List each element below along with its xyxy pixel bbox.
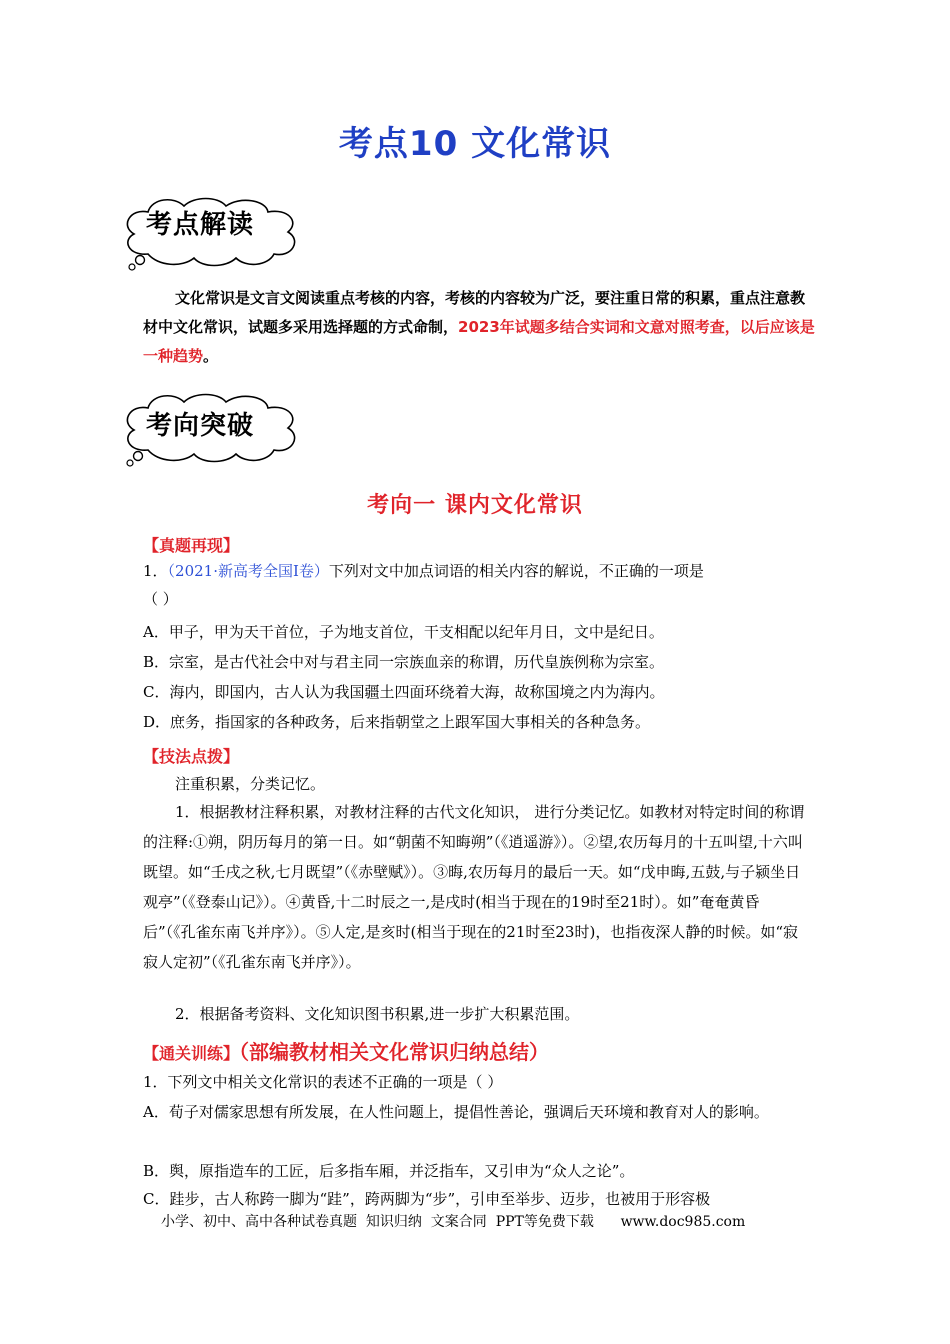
jifa-paragraph-1: 1．根据教材注释积累，对教材注释的古代文化知识， 进行分类记忆。如教材对特定时间的称谓的注释:①朔，阴历每月的第一日。如“朝菌不知晦朔”（《逍遥游》）。②望,农历每月的十五叫望,十六叫既望。如“壬戌之秋,七月既望”（《赤壁赋》）。③晦,农历每月的最后一天。如“戊申晦,五鼓,与子颍坐日观亭”（《登泰山记》）。④黄昏,十二时辰之一,是戌时(相当于现在的19时至21时）。如”奄奄黄昏后”（《孔雀东南飞并序》）。⑤人定,是亥时(相当于现在的21时至23时)，也指夜深人静的时候。如“寂寂人定初”（《孔雀东南飞并序》）。	[143, 803, 805, 971]
section-title: 考向一 课内文化常识	[367, 493, 583, 518]
option-d: D．庶务，指国家的各种政务，后来指朝堂之上跟军国大事相关的各种急务。	[143, 713, 651, 731]
question-paren: （ ）	[143, 590, 178, 608]
question-source: （2021·新高考全国I卷）	[167, 562, 329, 580]
tongguan-option-b: B．舆，原指造车的工匠，后多指车厢，并泛指车，又引申为“众人之论”。	[143, 1162, 635, 1180]
intro-highlight: 2023年试题多结合实词和文意对照考查，以后应该是一种趋势	[143, 318, 815, 365]
question-1	[143, 560, 815, 582]
page-title: 考点10 文化常识	[338, 124, 612, 164]
tongguan-subheader: （部编教材相关文化常识归纳总结）	[239, 1040, 550, 1064]
kaoxiang-tupo-label: 考向突破	[146, 411, 255, 441]
option-c: C．海内，即国内，古人认为我国疆土四面环绕着大海，故称国境之内为海内。	[143, 683, 665, 701]
jifa-header: 【技法点拨】	[143, 747, 240, 766]
tongguan-header-row	[143, 1036, 549, 1065]
jifa-paragraph-2: 2．根据备考资料、文化知识图书积累,进一步扩大积累范围。	[175, 1005, 580, 1023]
jifa-intro: 注重积累，分类记忆。	[175, 775, 326, 793]
option-a: A．甲子，甲为天干首位，子为地支首位，干支相配以纪年月日，文中是纪日。	[143, 623, 664, 641]
kaodian-jiedu-label: 考点解读	[146, 210, 255, 240]
tongguan-option-c: C．跬步，古人称跨一脚为“跬”，跨两脚为“步”，引申至举步、迈步，也被用于形容极	[143, 1190, 711, 1208]
tongguan-header: 【通关训练】	[143, 1044, 240, 1063]
question-number: 1．	[143, 562, 168, 580]
question-text: 下列对文中加点词语的相关内容的解说，不正确的一项是	[328, 562, 704, 580]
intro-end: 。	[203, 347, 219, 365]
page-footer: 小学、初中、高中各种试卷真题 知识归纳 文案合同 PPT等免费下载 www.doc985.com	[161, 1214, 746, 1230]
intro-text: 文化常识是文言文阅读重点考核的内容，考核的内容较为广泛，要注重日常的积累，重点注意教材中文化常识，试题多采用选择题的方式命制，	[143, 289, 806, 336]
zhenti-header: 【真题再现】	[143, 536, 240, 555]
tongguan-question: 1．下列文中相关文化常识的表述不正确的一项是（ ）	[143, 1073, 503, 1091]
intro-paragraph	[143, 284, 815, 371]
tongguan-option-a: A．荀子对儒家思想有所发展，在人性问题上，提倡性善论，强调后天环境和教育对人的影响。	[143, 1103, 769, 1121]
option-b: B．宗室，是古代社会中对与君主同一宗族血亲的称谓，历代皇族例称为宗室。	[143, 653, 665, 671]
